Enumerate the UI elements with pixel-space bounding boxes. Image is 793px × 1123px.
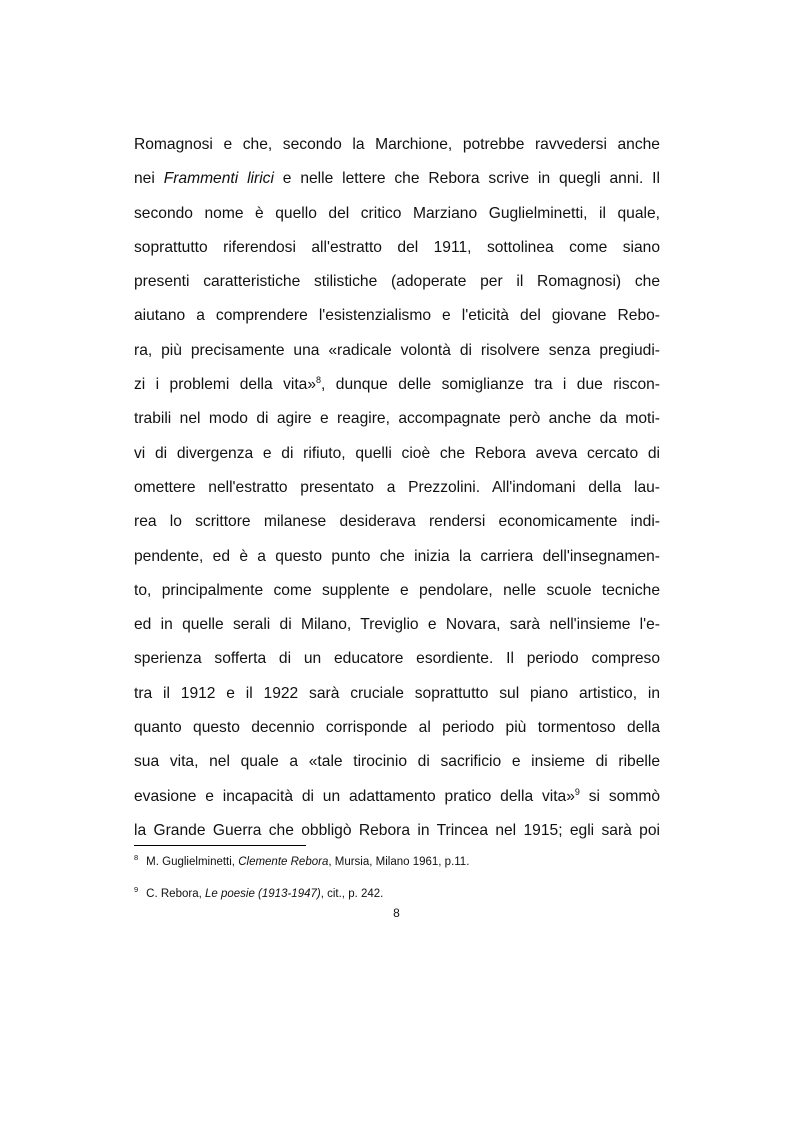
text-line: Romagnosi e che, secondo la Marchione, potrebbe ravvedersi anche xyxy=(134,136,660,153)
footnote-number: 8 xyxy=(134,853,139,862)
text-line: presenti caratteristiche stilistiche (adoperate per il Romagnosi) che xyxy=(134,273,660,291)
text-line: vi di divergenza e di rifiuto, quelli cioè che Rebora aveva cercato di xyxy=(134,444,660,462)
footnotes xyxy=(134,850,660,914)
footnote: $^9$ C. Rebora, Le poesie (1913-1947), cit., p. 242. xyxy=(134,884,384,900)
text-line: sperienza sofferta di un educatore esordiente. Il periodo compreso xyxy=(134,650,660,668)
text-line: nei Frammenti lirici e nelle lettere che Rebora scrive in quegli anni. Il xyxy=(134,170,660,188)
text-line: evasione e incapacità di un adattamento pratico della vita»$^9$ si sommò xyxy=(134,786,660,805)
text-line: trabili nel modo di agire e reagire, accompagnate però anche da moti- xyxy=(134,410,660,428)
text-line: rea lo scrittore milanese desiderava rendersi economicamente indi- xyxy=(134,513,660,531)
text-line: la Grande Guerra che obbligò Rebora in Trincea nel 1915; egli sarà poi xyxy=(134,821,660,839)
text-line: aiutano a comprendere l'esistenzialismo e l'eticità del giovane Rebo- xyxy=(134,307,660,325)
text-line: ra, più precisamente una «radicale volontà di risolvere senza pregiudi- xyxy=(134,341,660,359)
text-line: to, principalmente come supplente e pendolare, nelle scuole tecniche xyxy=(134,581,660,599)
text-line: soprattutto riferendosi all'estratto del 1911, sottolinea come siano xyxy=(134,238,660,256)
body-text xyxy=(134,130,660,850)
text-line: tra il 1912 e il 1922 sarà cruciale soprattutto sul piano artistico, in xyxy=(134,684,660,702)
text-line: secondo nome è quello del critico Marziano Guglielminetti, il quale, xyxy=(134,204,660,222)
text-line: pendente, ed è a questo punto che inizia la carriera dell'insegnamen- xyxy=(134,547,660,565)
footnote-number: 9 xyxy=(134,884,139,894)
italic-title: Frammenti lirici xyxy=(163,170,274,188)
footnote-separator xyxy=(134,845,306,846)
text-line: zi i problemi della vita»$^8$, dunque delle somiglianze tra i due riscon- xyxy=(134,374,660,394)
page-number: 8 xyxy=(393,906,400,920)
footnote-ref: 8 xyxy=(316,374,322,385)
text-line: sua vita, nel quale a «tale tirocinio di sacrificio e insieme di ribelle xyxy=(134,753,660,771)
text-line: ed in quelle serali di Milano, Treviglio e Novara, sarà nell'insieme l'e- xyxy=(134,616,660,634)
footnote-ref: 9 xyxy=(574,786,580,797)
text-line: quanto questo decennio corrisponde al periodo più tormentoso della xyxy=(134,719,660,737)
text-line: omettere nell'estratto presentato a Prezzolini. All'indomani della lau- xyxy=(134,478,660,496)
footnote: $^8$ M. Guglielminetti, Clemente Rebora, Mursia, Milano 1961, p.11. xyxy=(134,853,470,868)
